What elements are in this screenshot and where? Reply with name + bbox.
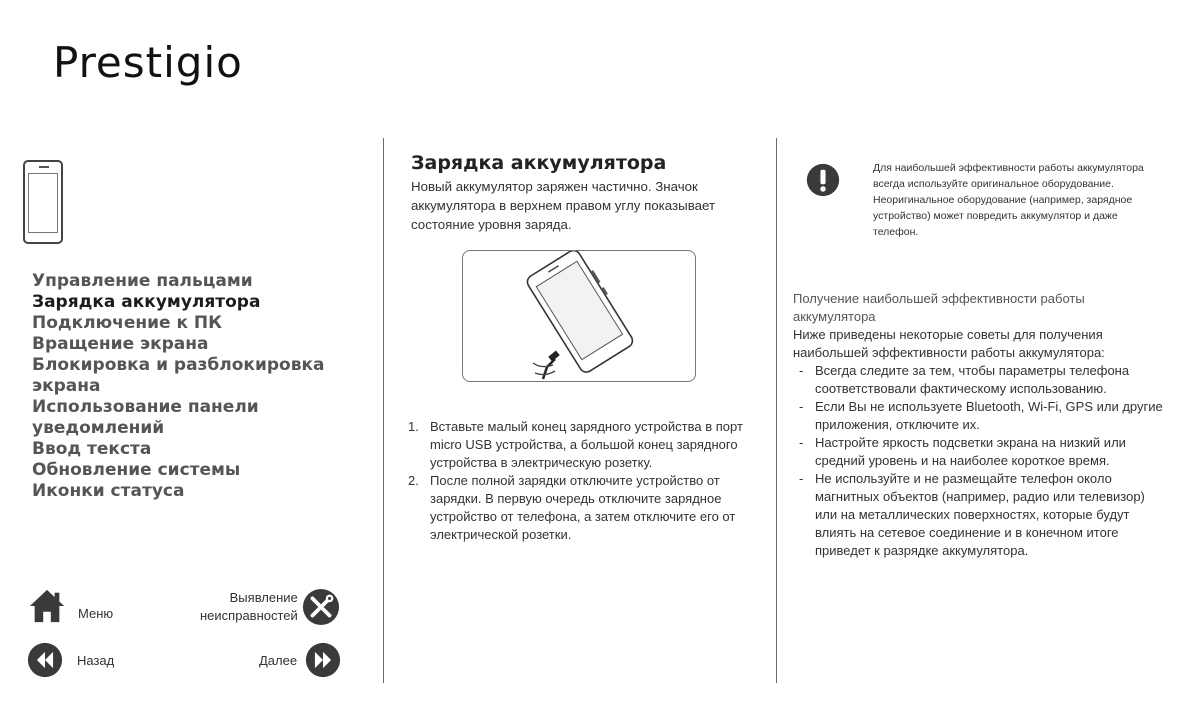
back-label: Назад [77, 652, 115, 668]
section-title: Зарядка аккумулятора [411, 152, 667, 174]
toc-item-screen-rotation[interactable]: Вращение экрана [32, 334, 209, 354]
next-button[interactable] [259, 642, 341, 678]
column-divider-right [776, 138, 777, 683]
step-number: 1. [408, 419, 419, 434]
table-of-contents [32, 271, 372, 502]
tips-title: Получение наибольшей эффективности работы аккумулятора [793, 291, 1085, 324]
back-arrow-icon [27, 642, 63, 678]
toc-item-battery-charging[interactable]: Зарядка аккумулятора [32, 292, 261, 312]
column-divider-left [383, 138, 384, 683]
step-text: После полной зарядки отключите устройство от зарядки. В первую очередь отключите зарядное устройство от телефона, а затем отключите его от электрической розетки. [430, 473, 736, 542]
toc-item-finger-control[interactable]: Управление пальцами [32, 271, 253, 291]
step-item [408, 472, 753, 544]
smartphone-icon [23, 160, 63, 244]
charging-illustration [462, 250, 696, 382]
phone-charging-image [463, 251, 696, 382]
menu-label: Меню [78, 605, 114, 621]
forward-arrow-icon [305, 642, 341, 678]
troubleshooting-button[interactable] [200, 588, 340, 626]
home-icon [26, 587, 68, 625]
next-label: Далее [259, 652, 298, 668]
menu-button[interactable] [26, 587, 113, 625]
battery-tips [793, 290, 1163, 560]
toc-item-text-input[interactable]: Ввод текста [32, 439, 152, 459]
charging-steps [408, 418, 753, 544]
section-intro: Новый аккумулятор заряжен частично. Значок аккумулятора в верхнем правом углу показывает состояние уровня заряда. [411, 179, 716, 232]
toc-item-notification-panel[interactable]: Использование панели уведомлений [32, 397, 259, 438]
step-item [408, 418, 753, 472]
prestigio-logo: Prestigio [53, 38, 243, 87]
tip-item: - Не используйте и не размещайте телефон около магнитных объектов (например, радио или телевизор) или на металлических поверхностях, которые будут влиять на сетевое соединение и в конечном итоге приведет к разрядке аккумулятора. [793, 470, 1163, 560]
tip-item: - Если Вы не используете Bluetooth, Wi-Fi, GPS или другие приложения, отключите их. [793, 398, 1163, 434]
tools-icon [302, 588, 340, 626]
back-button[interactable] [27, 642, 114, 678]
troubleshooting-label-line1: Выявление [229, 590, 298, 605]
toc-item-status-icons[interactable]: Иконки статуса [32, 481, 185, 501]
toc-item-pc-connection[interactable]: Подключение к ПК [32, 313, 223, 333]
warning-icon [806, 163, 840, 197]
tips-intro: Ниже приведены некоторые советы для получения наибольшей эффективности работы аккумулятора: [793, 327, 1105, 360]
tip-item: - Всегда следите за тем, чтобы параметры телефона соответствовали фактическому использованию. [793, 362, 1163, 398]
step-number: 2. [408, 473, 419, 488]
troubleshooting-label-line2: неисправностей [200, 608, 298, 623]
tips-list [793, 362, 1163, 560]
step-text: Вставьте малый конец зарядного устройства в порт micro USB устройства, а большой конец зарядного устройства в электрическую розетку. [430, 419, 743, 470]
tip-item: - Настройте яркость подсветки экрана на низкий или средний уровень и на наиболее короткое время. [793, 434, 1163, 470]
toc-item-system-update[interactable]: Обновление системы [32, 460, 241, 480]
warning-note: Для наибольшей эффективности работы аккумулятора всегда используйте оригинальное оборудование. Неоригинальное оборудование (например, зарядное устройство) может повредить аккумулятор и даже телефон. [873, 162, 1144, 238]
toc-item-lock-unlock[interactable]: Блокировка и разблокировка экрана [32, 355, 325, 396]
